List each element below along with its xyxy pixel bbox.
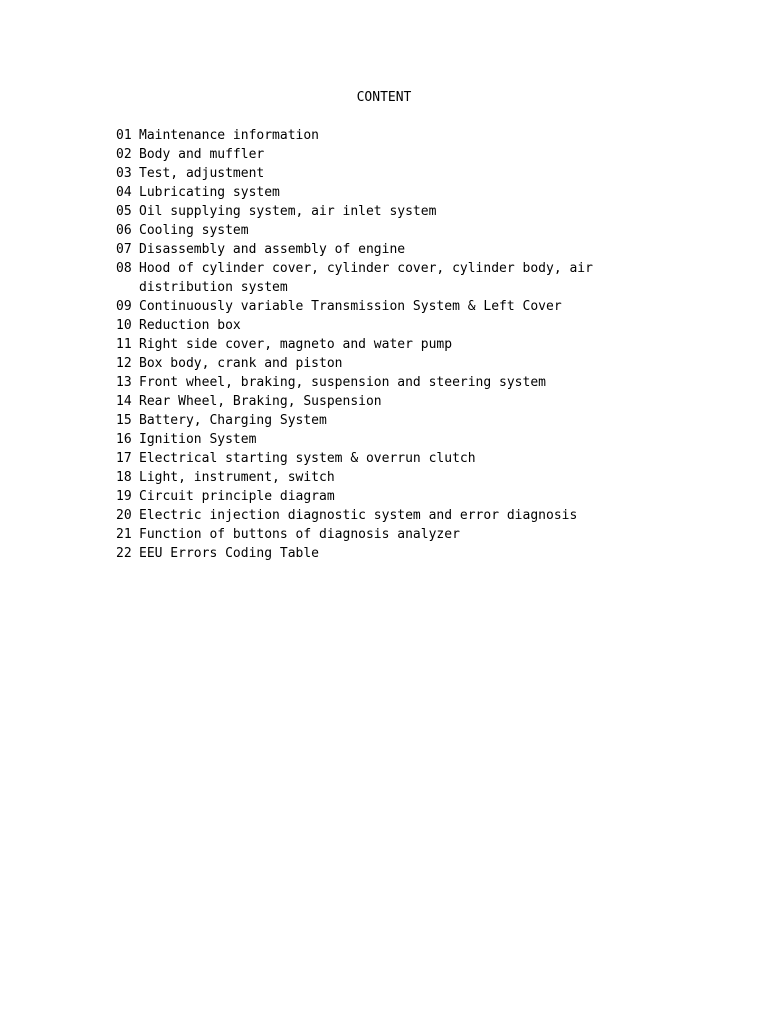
toc-entry-number: 11 [116, 337, 132, 352]
toc-entry [116, 202, 736, 221]
toc-entry-number: 16 [116, 432, 132, 447]
toc-entry-title: Body and muffler [139, 147, 265, 162]
toc-entry [116, 221, 736, 240]
page-title: CONTENT [356, 90, 412, 105]
toc-entry-title: Front wheel, braking, suspension and steering system [139, 375, 546, 390]
table-of-contents [116, 126, 736, 563]
toc-entry-title: Continuously variable Transmission System & Left Cover [139, 299, 562, 314]
toc-entry-title: Function of buttons of diagnosis analyzer [139, 527, 460, 542]
toc-entry-title: Maintenance information [139, 128, 320, 143]
toc-entry [116, 240, 736, 259]
toc-entry-title: Hood of cylinder cover, cylinder cover, cylinder body, air distribution system [139, 261, 593, 295]
toc-entry [116, 468, 736, 487]
toc-entry [116, 297, 736, 316]
toc-entry-title: Rear Wheel, Braking, Suspension [139, 394, 382, 409]
toc-entry-number: 15 [116, 413, 132, 428]
toc-entry-title: Ignition System [139, 432, 257, 447]
toc-entry [116, 354, 736, 373]
toc-entry-title: Lubricating system [139, 185, 280, 200]
toc-entry-number: 08 [116, 261, 132, 276]
toc-entry [116, 183, 736, 202]
toc-entry [116, 430, 736, 449]
toc-entry [116, 164, 736, 183]
toc-entry-number: 13 [116, 375, 132, 390]
toc-entry-number: 21 [116, 527, 132, 542]
toc-entry [116, 335, 736, 354]
toc-entry-number: 22 [116, 546, 132, 561]
toc-entry-number: 02 [116, 147, 132, 162]
toc-entry-title: Disassembly and assembly of engine [139, 242, 406, 257]
toc-entry [116, 316, 736, 335]
toc-entry-title: Electric injection diagnostic system and error diagnosis [139, 508, 578, 523]
toc-entry-title: Right side cover, magneto and water pump [139, 337, 453, 352]
toc-entry-title: Electrical starting system & overrun clutch [139, 451, 476, 466]
toc-entry [116, 544, 736, 563]
toc-entry [116, 145, 736, 164]
toc-entry-number: 12 [116, 356, 132, 371]
toc-entry [116, 525, 736, 544]
toc-entry-number: 01 [116, 128, 132, 143]
toc-entry-number: 14 [116, 394, 132, 409]
toc-entry-title: Circuit principle diagram [139, 489, 335, 504]
toc-entry [116, 126, 736, 145]
toc-entry [116, 259, 736, 297]
toc-entry-title: Battery, Charging System [139, 413, 327, 428]
toc-entry-number: 18 [116, 470, 132, 485]
toc-entry [116, 506, 736, 525]
toc-entry-number: 07 [116, 242, 132, 257]
toc-entry [116, 392, 736, 411]
toc-entry-title: EEU Errors Coding Table [139, 546, 320, 561]
toc-entry [116, 449, 736, 468]
toc-entry-number: 04 [116, 185, 132, 200]
toc-entry-number: 05 [116, 204, 132, 219]
toc-entry [116, 411, 736, 430]
toc-entry-number: 10 [116, 318, 132, 333]
toc-entry-number: 09 [116, 299, 132, 314]
toc-entry [116, 487, 736, 506]
toc-entry-title: Light, instrument, switch [139, 470, 335, 485]
toc-entry-number: 20 [116, 508, 132, 523]
toc-entry [116, 373, 736, 392]
toc-entry-title: Oil supplying system, air inlet system [139, 204, 437, 219]
toc-entry-number: 03 [116, 166, 132, 181]
toc-entry-number: 06 [116, 223, 132, 238]
toc-entry-title: Cooling system [139, 223, 249, 238]
toc-entry-title: Box body, crank and piston [139, 356, 343, 371]
toc-entry-title: Reduction box [139, 318, 241, 333]
toc-entry-number: 17 [116, 451, 132, 466]
toc-entry-number: 19 [116, 489, 132, 504]
toc-entry-title: Test, adjustment [139, 166, 265, 181]
